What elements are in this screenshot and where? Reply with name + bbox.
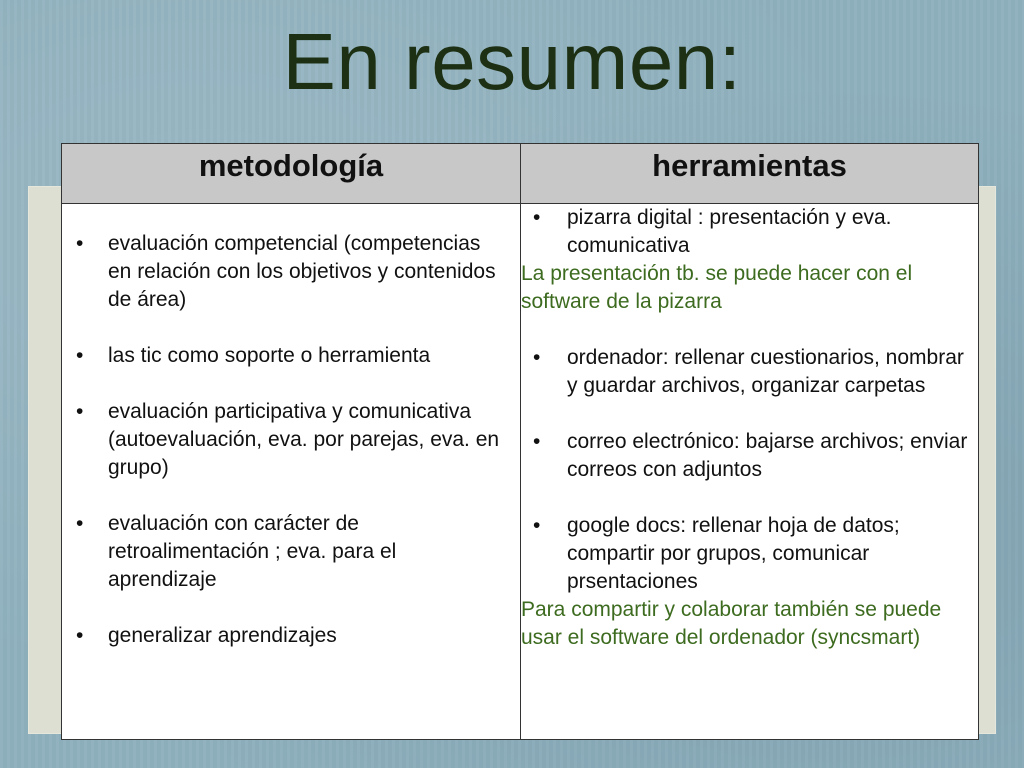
list-item xyxy=(72,230,502,314)
list-item-text: evaluación competencial (competencias en relación con los objetivos y contenidos de área) xyxy=(108,232,496,311)
list-item xyxy=(72,342,502,370)
bullet: • xyxy=(76,232,84,255)
bullet: • xyxy=(76,624,84,647)
herramientas-column xyxy=(521,204,978,652)
metodologia-list xyxy=(72,230,502,678)
note-text: La presentación tb. se puede hacer con el software de la pizarra xyxy=(521,262,913,313)
list-item-text: evaluación con carácter de retroalimentación ; eva. para el aprendizaje xyxy=(108,512,397,591)
slide-title: En resumen: xyxy=(282,17,742,106)
list-item xyxy=(72,510,502,594)
note-text: Para compartir y colaborar también se puede usar el software del ordenador (syncsmart) xyxy=(521,598,942,649)
summary-table xyxy=(61,143,979,740)
list-item-text: google docs: rellenar hoja de datos; compartir por grupos, comunicar prsentaciones xyxy=(567,514,900,593)
list-item xyxy=(521,344,978,400)
bullet: • xyxy=(533,514,541,537)
list-item xyxy=(521,512,978,596)
list-item-text: ordenador: rellenar cuestionarios, nombrar y guardar archivos, organizar carpetas xyxy=(567,346,964,397)
spacer xyxy=(521,316,978,344)
bullet: • xyxy=(533,346,541,369)
list-item-text: pizarra digital : presentación y eva. comunicativa xyxy=(567,206,892,257)
spacer xyxy=(521,400,978,428)
bullet: • xyxy=(533,206,541,229)
bullet: • xyxy=(76,400,84,423)
header-metodologia: metodología xyxy=(198,148,384,183)
list-item xyxy=(521,428,978,484)
header-herramientas: herramientas xyxy=(652,148,847,183)
bullet: • xyxy=(533,430,541,453)
list-item-text: evaluación participativa y comunicativa (autoevaluación, eva. por parejas, eva. en grupo) xyxy=(108,400,500,479)
list-item xyxy=(72,622,502,650)
list-item-text: correo electrónico: bajarse archivos; enviar correos con adjuntos xyxy=(567,430,968,481)
list-item xyxy=(72,398,502,482)
list-item-text: las tic como soporte o herramienta xyxy=(108,344,431,367)
bullet: • xyxy=(76,512,84,535)
list-item xyxy=(521,204,978,260)
list-item-text: generalizar aprendizajes xyxy=(108,624,337,647)
spacer xyxy=(521,484,978,512)
bullet: • xyxy=(76,344,84,367)
